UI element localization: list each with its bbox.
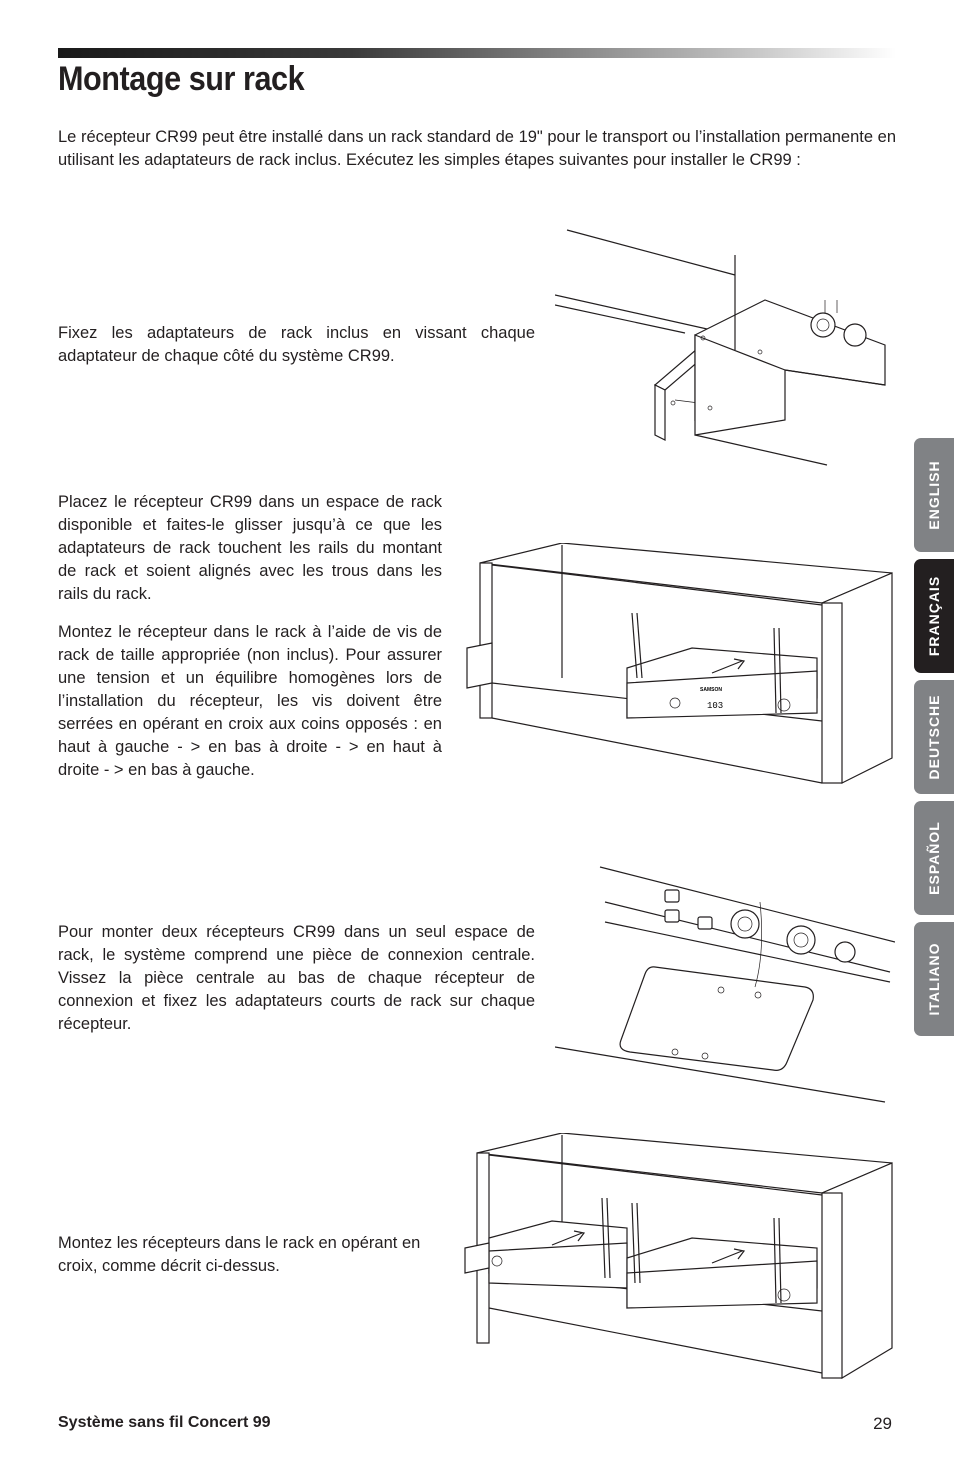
page-title: Montage sur rack — [58, 60, 305, 98]
footer-title: Système sans fil Concert 99 — [58, 1414, 271, 1431]
step-1-text: Fixez les adaptateurs de rack inclus en vissant chaque adaptateur de chaque côté du système CR99. — [58, 324, 535, 365]
page-number: 29 — [873, 1414, 892, 1433]
figure-connector-piece — [555, 862, 895, 1107]
tab-english[interactable]: ENGLISH — [914, 438, 954, 552]
tab-espanol[interactable]: ESPAÑOL — [914, 801, 954, 915]
display-readout: 103 — [707, 701, 724, 711]
step-4-text: Montez les récepteurs dans le rack en opérant en croix, comme décrit ci-dessus. — [58, 1234, 421, 1275]
figure-rack-single — [462, 543, 894, 793]
figure-attach-adapter — [555, 225, 895, 470]
step-2-text: Placez le récepteur CR99 dans un espace de rack disponible et faites-le glisser jusqu’à ce que les adaptateurs de rack touchent les rails du montant de rack et soient alignés avec les trous dans les rails du rack. — [58, 493, 442, 603]
tab-italiano[interactable]: ITALIANO — [914, 922, 954, 1036]
figure-rack-double — [462, 1133, 894, 1383]
brand-label: SAMSON — [700, 687, 722, 693]
tab-deutsche[interactable]: DEUTSCHE — [914, 680, 954, 794]
intro-paragraph: Le récepteur CR99 peut être installé dans un rack standard de 19" pour le transport ou l’installation permanente en utilisant les adaptateurs de rack inclus. Exécutez les simples étapes suivantes pour installer le CR99 : — [58, 128, 896, 169]
tab-francais[interactable]: FRANÇAIS — [914, 559, 954, 673]
header-rule — [58, 48, 896, 58]
step-3-text: Pour monter deux récepteurs CR99 dans un seul espace de rack, le système comprend une pièce de connexion centrale. Vissez la pièce centrale au bas de chaque récepteur de connexion et fixez les adaptateurs courts de rack sur chaque récepteur. — [58, 923, 535, 1033]
step-2b-text: Montez le récepteur dans le rack à l’aide de vis de rack de taille appropriée (non inclus). Pour assurer une tension et un équilibre homogènes lors de l’installation du récepteur, les vis doivent être serrées en opérant en croix aux coins opposés : en haut à gauche - > en bas à droite - > en haut à droite - > en bas à gauche. — [58, 623, 442, 779]
